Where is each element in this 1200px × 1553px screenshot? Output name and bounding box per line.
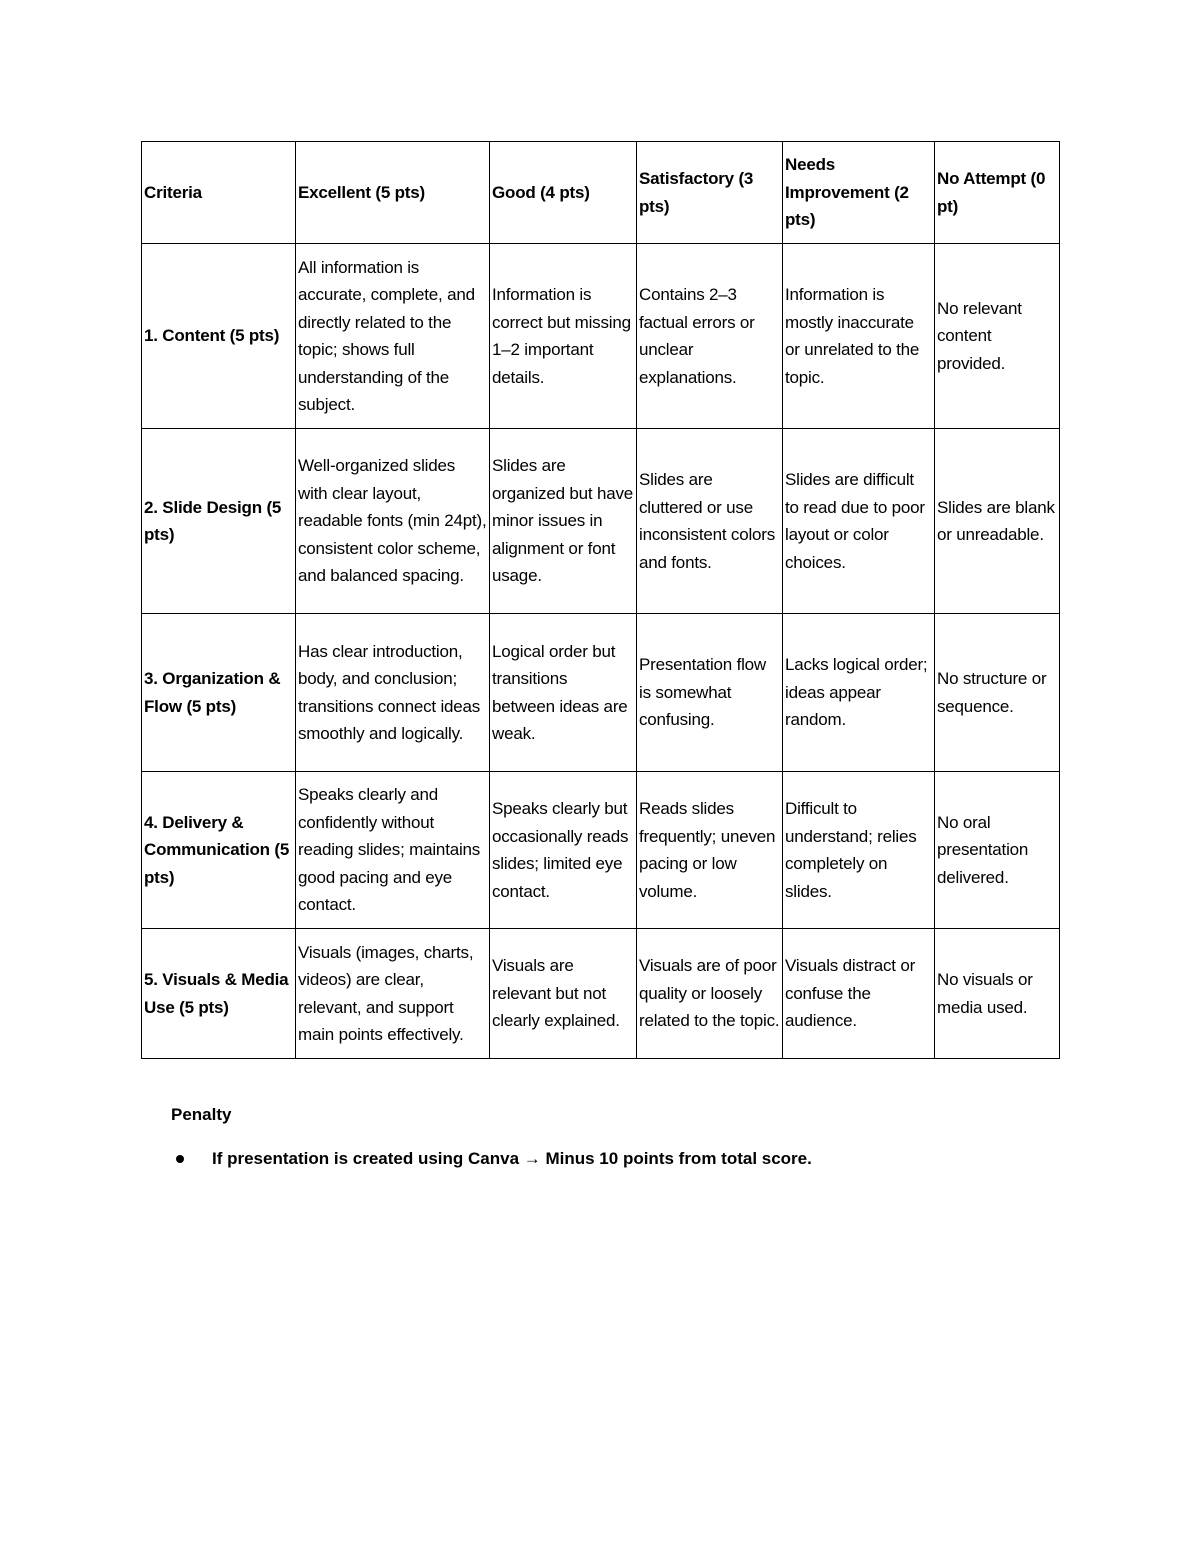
table-cell: Well-organized slides with clear layout, readable fonts (min 24pt), consistent color scheme, and balanced spacing.	[296, 429, 490, 614]
table-cell: Slides are organized but have minor issues in alignment or font usage.	[490, 429, 637, 614]
header-excellent: Excellent (5 pts)	[296, 142, 490, 244]
header-row	[142, 142, 1060, 244]
table-cell: Lacks logical order; ideas appear random.	[783, 614, 935, 772]
table-cell: Slides are cluttered or use inconsistent colors and fonts.	[637, 429, 783, 614]
table-row	[142, 929, 1060, 1059]
table-cell: Presentation flow is somewhat confusing.	[637, 614, 783, 772]
table-row	[142, 614, 1060, 772]
table-cell: Slides are blank or unreadable.	[935, 429, 1060, 614]
table-cell: Speaks clearly and confidently without reading slides; maintains good pacing and eye contact.	[296, 772, 490, 929]
penalty-heading: Penalty	[171, 1105, 232, 1124]
header-satisfactory: Satisfactory (3 pts)	[637, 142, 783, 244]
table-cell: Visuals (images, charts, videos) are clear, relevant, and support main points effectively.	[296, 929, 490, 1059]
table-cell: All information is accurate, complete, and directly related to the topic; shows full understanding of the subject.	[296, 244, 490, 429]
table-cell: Information is correct but missing 1–2 important details.	[490, 244, 637, 429]
table-cell: Speaks clearly but occasionally reads slides; limited eye contact.	[490, 772, 637, 929]
table-cell: Information is mostly inaccurate or unrelated to the topic.	[783, 244, 935, 429]
table-cell: Visuals are relevant but not clearly explained.	[490, 929, 637, 1059]
penalty-text: If presentation is created using Canva → Minus 10 points from total score.	[212, 1149, 812, 1168]
table-cell: Logical order but transitions between ideas are weak.	[490, 614, 637, 772]
bullet-icon	[176, 1155, 184, 1163]
table-cell: Has clear introduction, body, and conclusion; transitions connect ideas smoothly and logically.	[296, 614, 490, 772]
table-cell: Contains 2–3 factual errors or unclear explanations.	[637, 244, 783, 429]
table-row	[142, 429, 1060, 614]
header-criteria: Criteria	[142, 142, 296, 244]
table-row	[142, 244, 1060, 429]
criterion-cell: 4. Delivery & Communication (5 pts)	[142, 772, 296, 929]
penalty-list	[171, 1146, 812, 1172]
table-cell: Reads slides frequently; uneven pacing or low volume.	[637, 772, 783, 929]
table-cell: No relevant content provided.	[935, 244, 1060, 429]
criterion-cell: 2. Slide Design (5 pts)	[142, 429, 296, 614]
table-cell: Visuals distract or confuse the audience.	[783, 929, 935, 1059]
table-cell: No oral presentation delivered.	[935, 772, 1060, 929]
header-no-attempt: No Attempt (0 pt)	[935, 142, 1060, 244]
criterion-cell: 5. Visuals & Media Use (5 pts)	[142, 929, 296, 1059]
table-row	[142, 772, 1060, 929]
table-cell: No visuals or media used.	[935, 929, 1060, 1059]
rubric-table	[141, 141, 1060, 1059]
table-cell: Difficult to understand; relies completely on slides.	[783, 772, 935, 929]
table-cell: No structure or sequence.	[935, 614, 1060, 772]
list-item	[171, 1146, 812, 1172]
header-good: Good (4 pts)	[490, 142, 637, 244]
criterion-cell: 1. Content (5 pts)	[142, 244, 296, 429]
criterion-cell: 3. Organization & Flow (5 pts)	[142, 614, 296, 772]
header-needs-improvement: Needs Improvement (2 pts)	[783, 142, 935, 244]
table-cell: Slides are difficult to read due to poor layout or color choices.	[783, 429, 935, 614]
table-cell: Visuals are of poor quality or loosely related to the topic.	[637, 929, 783, 1059]
